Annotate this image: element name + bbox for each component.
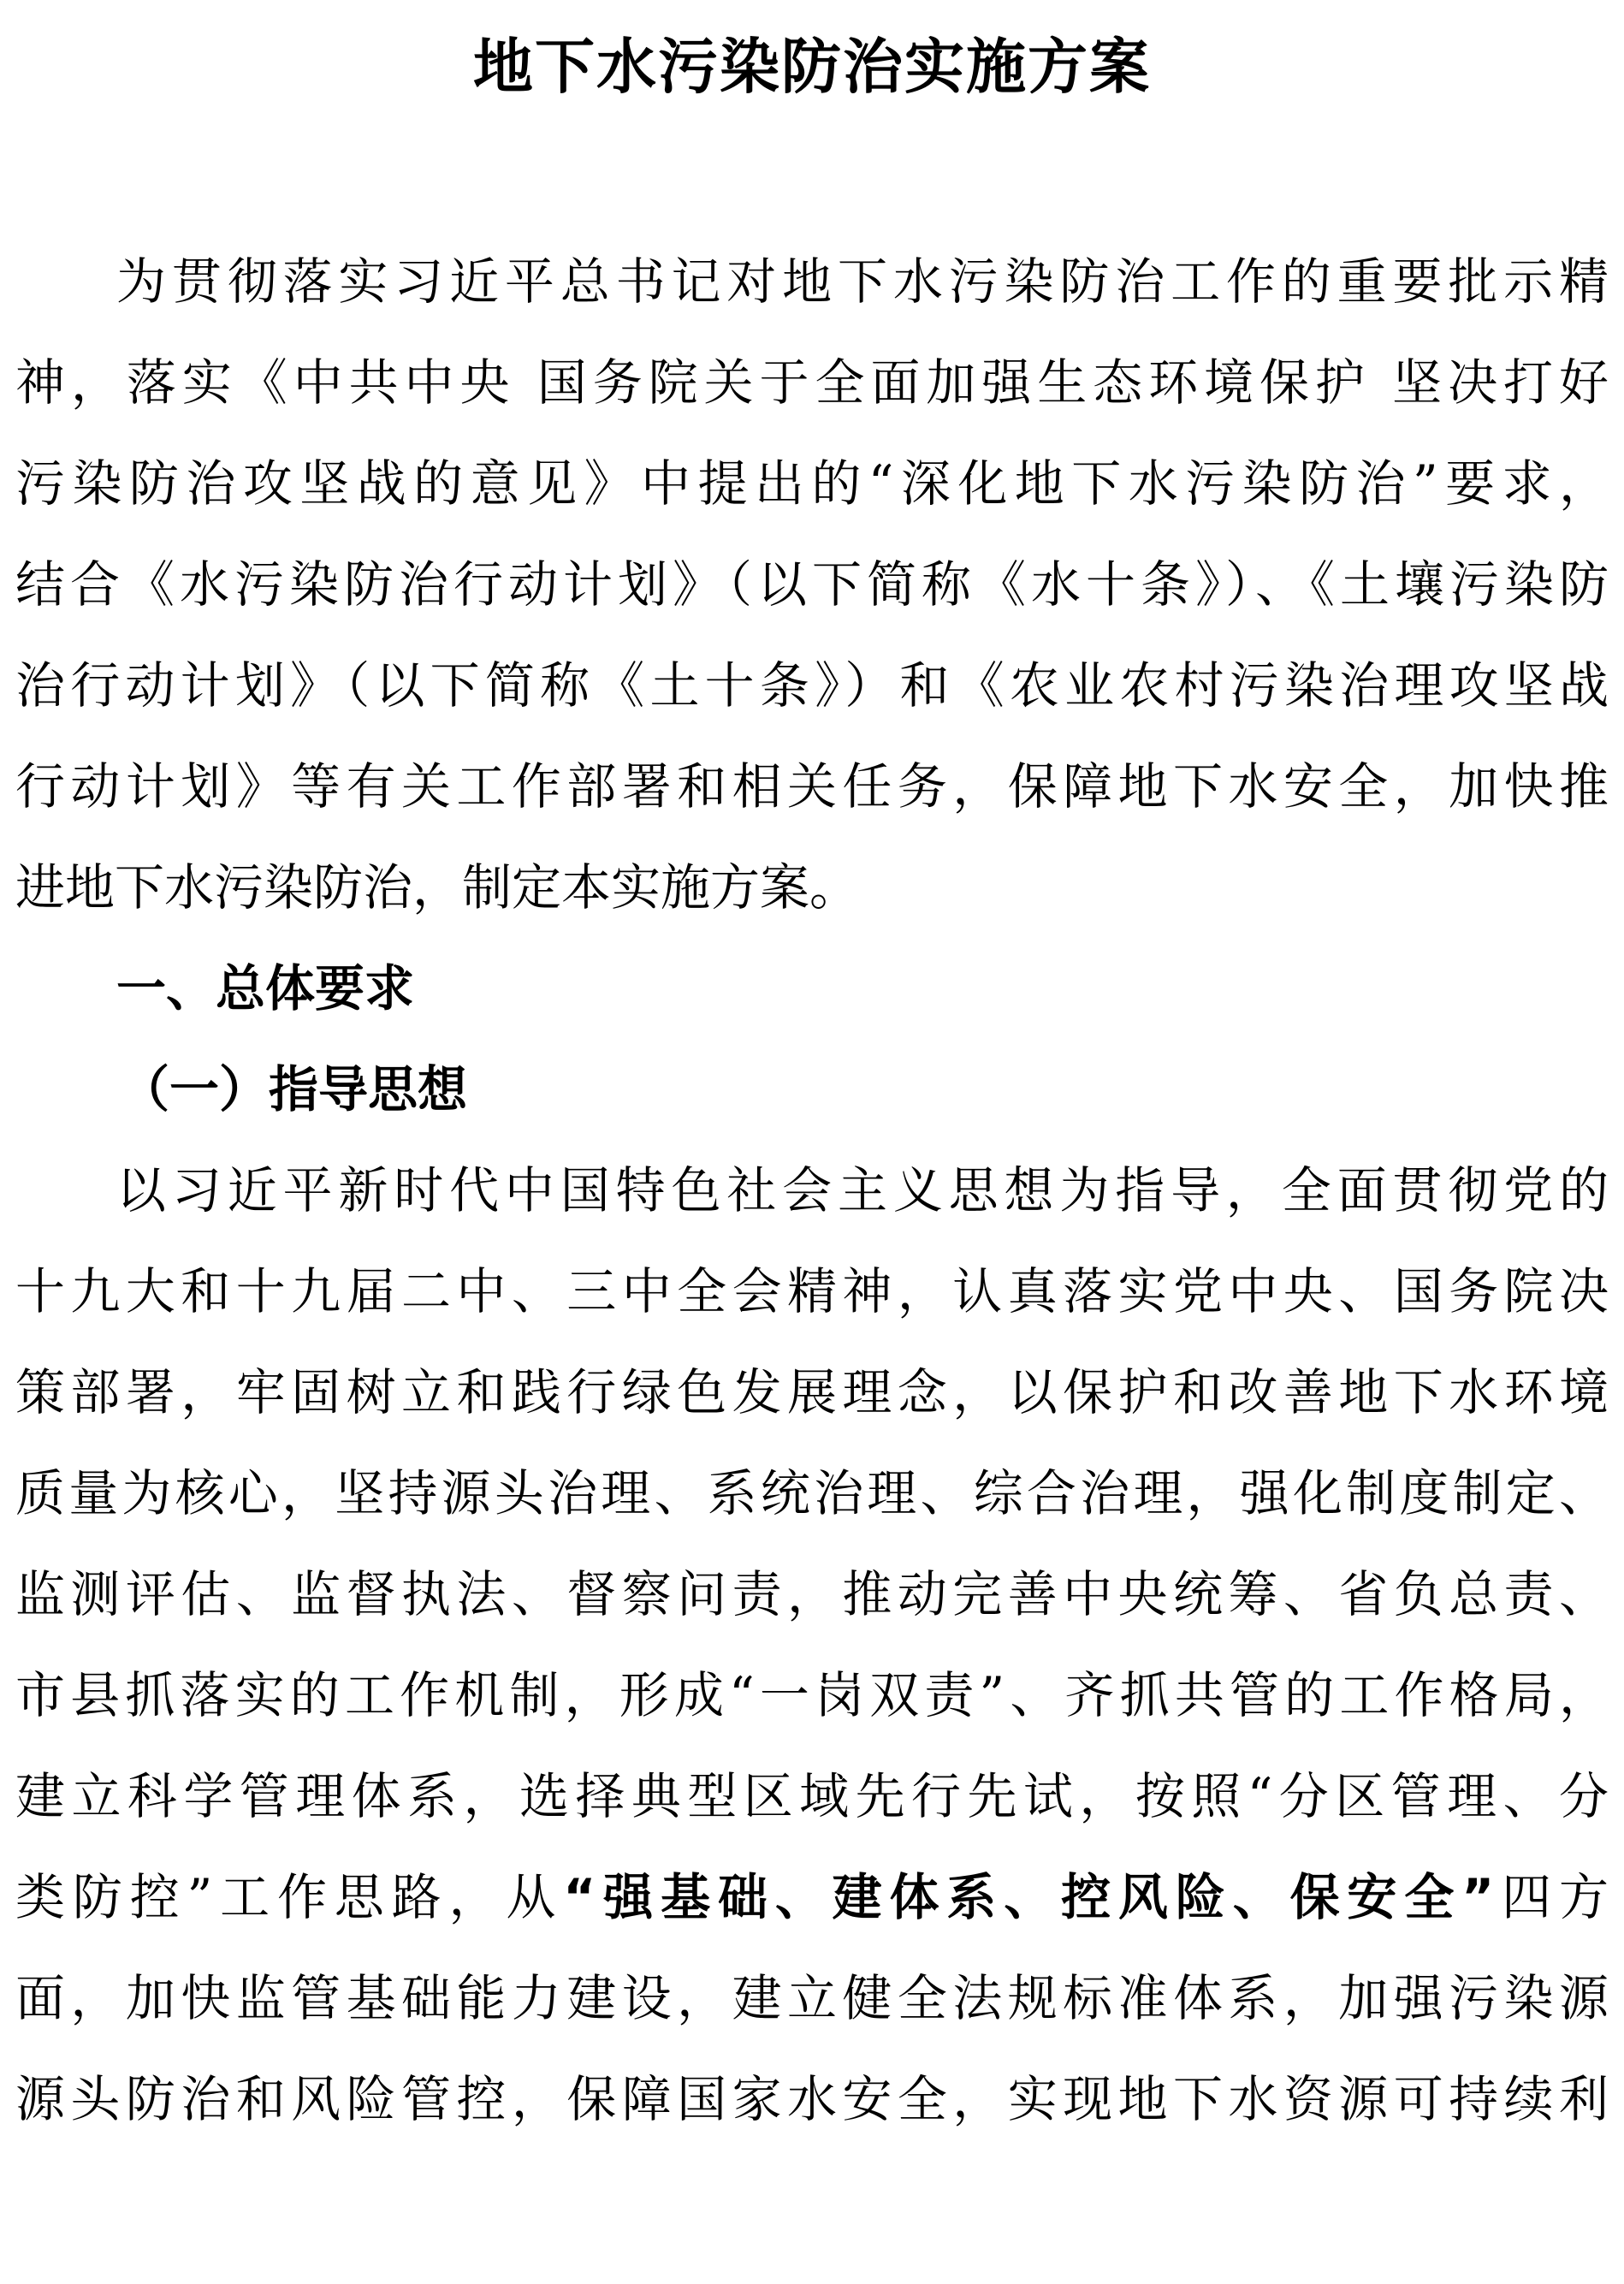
paragraph-line-emphasis <box>15 1847 1609 1948</box>
paragraph-line: 市县抓落实的工作机制，形成“一岗双责”、齐抓共管的工作格局， <box>15 1666 1609 1724</box>
paragraph-line: 污染防治攻坚战的意见》中提出的“深化地下水污染防治”要求， <box>15 454 1609 513</box>
paragraph-line: 治行动计划》（以下简称《土十条》）和《农业农村污染治理攻坚战 <box>15 656 1609 715</box>
paragraph-line: 以习近平新时代中国特色社会主义思想为指导，全面贯彻党的 <box>116 1161 1609 1219</box>
line-text: 四方 <box>1494 1868 1609 1926</box>
paragraph-line: 进地下水污染防治，制定本实施方案。 <box>15 858 860 917</box>
paragraph-line: 源头防治和风险管控，保障国家水安全，实现地下水资源可持续利 <box>15 2070 1609 2128</box>
paragraph-line: 为贯彻落实习近平总书记对地下水污染防治工作的重要批示精 <box>116 252 1609 311</box>
paragraph-line: 行动计划》等有关工作部署和相关任务，保障地下水安全，加快推 <box>15 757 1609 816</box>
paragraph-line: 十九大和十九届二中、三中全会精神，认真落实党中央、国务院决 <box>15 1262 1609 1320</box>
bold-emphasis: “强基础、建体系、控风险、保安全” <box>563 1868 1495 1926</box>
paragraph-line: 建立科学管理体系，选择典型区域先行先试，按照“分区管理、分 <box>15 1767 1609 1825</box>
document-title: 地下水污染防治实施方案 <box>473 32 1151 102</box>
line-text: 类防控”工作思路，从 <box>15 1868 564 1926</box>
paragraph-line: 策部署，牢固树立和践行绿色发展理念，以保护和改善地下水环境 <box>15 1363 1609 1421</box>
paragraph-line: 神，落实《中共中央 国务院关于全面加强生态环境保护 坚决打好 <box>15 353 1609 412</box>
paragraph-line: 监测评估、监督执法、督察问责，推动完善中央统筹、省负总责、 <box>15 1565 1609 1623</box>
paragraph-line: 面，加快监管基础能力建设，建立健全法规标准体系，加强污染源 <box>15 1969 1609 2027</box>
section-heading: 一、总体要求 <box>116 959 415 1017</box>
paragraph-line: 质量为核心，坚持源头治理、系统治理、综合治理，强化制度制定、 <box>15 1464 1609 1522</box>
paragraph-line: 结合《水污染防治行动计划》（以下简称《水十条》）、《土壤污染防 <box>15 555 1609 614</box>
subsection-heading: （一）指导思想 <box>120 1060 468 1118</box>
